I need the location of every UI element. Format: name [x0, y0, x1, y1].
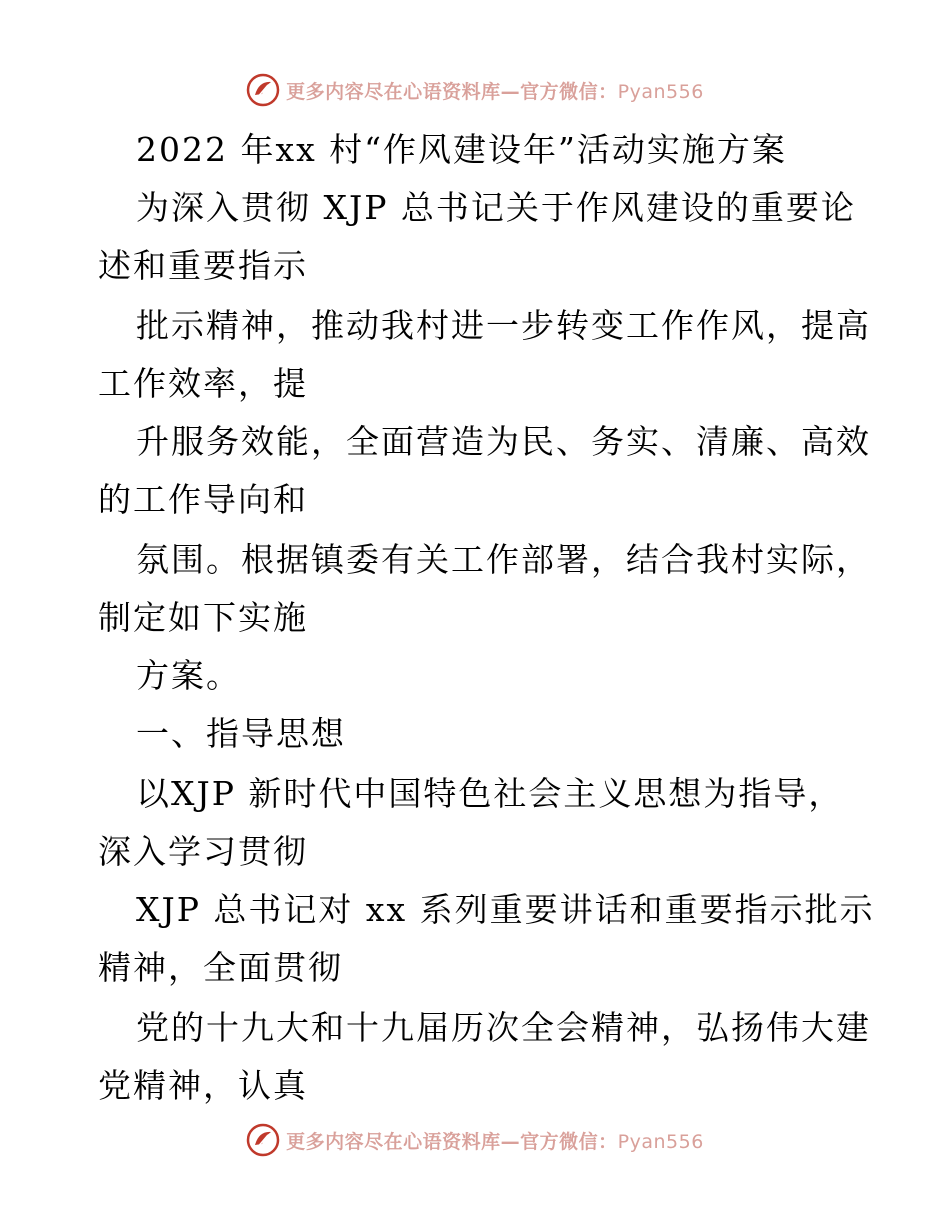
paragraph-line: 升服务效能，全面营造为民、务实、清廉、高效: [136, 422, 871, 461]
paragraph-line: 党精神，认真: [98, 1066, 308, 1105]
paragraph-line: 氛围。根据镇委有关工作部署，结合我村实际，: [136, 540, 871, 579]
paragraph-line: XJP 总书记对 xx 系列重要讲话和重要指示批示: [136, 890, 875, 929]
paragraph-line: 的工作导向和: [98, 480, 308, 519]
watermark-text: 更多内容尽在心语资料库—官方微信：Pyan556: [286, 1130, 704, 1153]
watermark-text: 更多内容尽在心语资料库—官方微信：Pyan556: [286, 80, 704, 103]
paragraph-line: 精神，全面贯彻: [98, 948, 343, 987]
paragraph-line: 工作效率，提: [98, 364, 308, 403]
header-watermark: [0, 70, 950, 110]
paragraph-line: 批示精神，推动我村进一步转变工作作风，提高: [136, 306, 871, 345]
paragraph-line: 述和重要指示: [98, 246, 308, 285]
brand-logo-icon: [246, 1123, 280, 1157]
paragraph-line: 以XJP 新时代中国特色社会主义思想为指导，: [136, 774, 844, 813]
paragraph-line: 党的十九大和十九届历次全会精神，弘扬伟大建: [136, 1008, 871, 1047]
brand-logo-icon: [246, 73, 280, 107]
paragraph-line: 方案。: [136, 656, 241, 695]
watermark-id: Pyan556: [617, 1130, 704, 1153]
watermark-id: Pyan556: [617, 80, 704, 103]
section-heading: 一、指导思想: [136, 714, 346, 753]
paragraph-line: 制定如下实施: [98, 598, 308, 637]
document-title: 2022 年xx 村“作风建设年”活动实施方案: [136, 130, 787, 169]
paragraph-line: 为深入贯彻 XJP 总书记关于作风建设的重要论: [136, 188, 856, 227]
paragraph-line: 深入学习贯彻: [98, 832, 308, 871]
footer-watermark: [0, 1120, 950, 1160]
